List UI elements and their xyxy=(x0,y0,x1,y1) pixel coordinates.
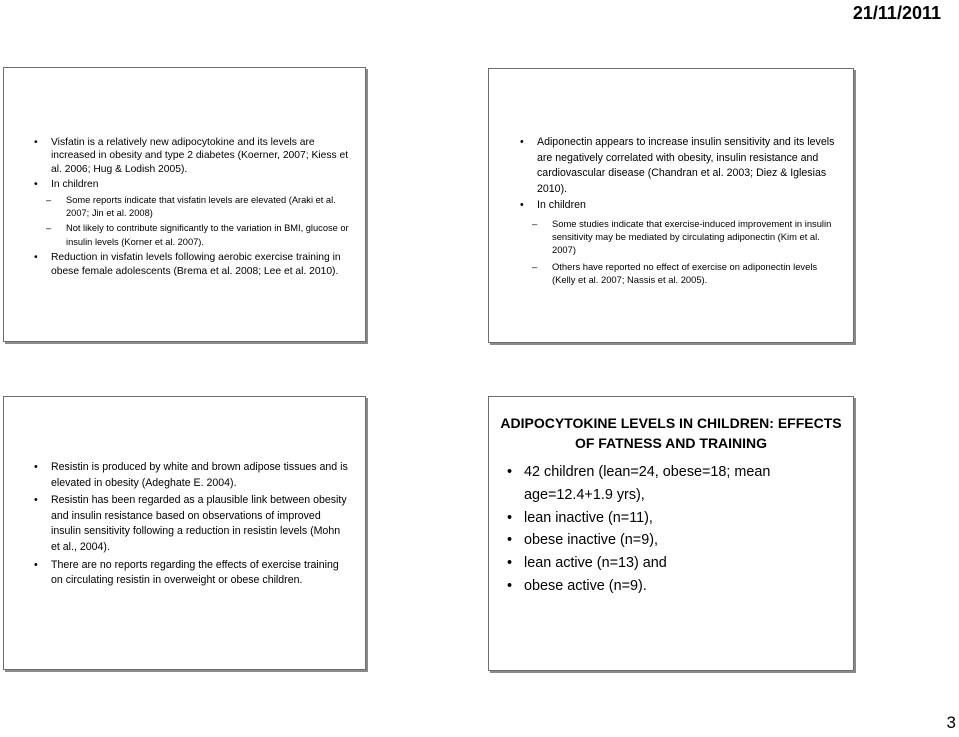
list-item: • There are no reports regarding the effects of exercise training on circulating resistin in overweight or obese children. xyxy=(21,558,351,589)
list-item: – Some studies indicate that exercise-induced improvement in insulin sensitivity may be mediated by circulating adiponectin (Kim et al. 2007) xyxy=(507,217,841,256)
list-item: • Resistin is produced by white and brown adipose tissues and is elevated in obesity (Adeghate E. 2004). xyxy=(21,460,351,491)
list-item: • obese inactive (n=9), xyxy=(494,529,824,552)
list-item: – Some reports indicate that visfatin levels are elevated (Araki et al. 2007; Jin et al. 2008) xyxy=(21,194,351,221)
list-item: • lean active (n=13) and xyxy=(494,552,824,575)
slide-resistin xyxy=(3,396,366,670)
list-item: • Visfatin is a relatively new adipocytokine and its levels are increased in obesity and type 2 diabetes (Koerner, 2007; Kiess et al. 2006; Hug & Lodish 2005). xyxy=(21,136,351,176)
list-item: • obese active (n=9). xyxy=(494,575,824,598)
list-item: • Reduction in visfatin levels following aerobic exercise training in obese female adolescents (Brema et al. 2008; Lee et al. 2010). xyxy=(21,251,351,278)
slide-adipocytokine-levels xyxy=(488,396,854,671)
list-item: • Adiponectin appears to increase insulin sensitivity and its levels are negatively correlated with obesity, insulin resistance and cardiovascular disease (Chandran et al. 2003; Diez & Iglesias 2010). xyxy=(507,135,841,197)
list-item: • 42 children (lean=24, obese=18; mean age=12.4+1.9 yrs), xyxy=(494,461,824,507)
page-date: 21/11/2011 xyxy=(852,3,941,23)
list-item: • In children xyxy=(507,198,841,214)
list-item: • In children xyxy=(21,178,351,191)
list-item: • lean inactive (n=11), xyxy=(494,507,824,530)
slide-bullet-list xyxy=(21,136,351,278)
slide-adiponectin xyxy=(488,68,854,343)
list-item: – Others have reported no effect of exercise on adiponectin levels (Kelly et al. 2007; Nassis et al. 2005). xyxy=(507,260,841,286)
slide-visfatin xyxy=(3,67,366,342)
list-item: – Not likely to contribute significantly to the variation in BMI, glucose or insulin levels (Korner et al. 2007). xyxy=(21,222,351,249)
slide-bullet-list xyxy=(21,460,351,589)
page-number: 3 xyxy=(946,713,956,732)
slide-title: ADIPOCYTOKINE LEVELS IN CHILDREN: EFFECTS OF FATNESS AND TRAINING xyxy=(500,415,842,451)
slide-bullet-list xyxy=(494,461,824,598)
slide-bullet-list xyxy=(507,135,841,286)
list-item: • Resistin has been regarded as a plausible link between obesity and insulin resistance based on observations of improved insulin sensitivity following a reduction in resistin levels (Mohn et al., 2004). xyxy=(21,493,351,555)
